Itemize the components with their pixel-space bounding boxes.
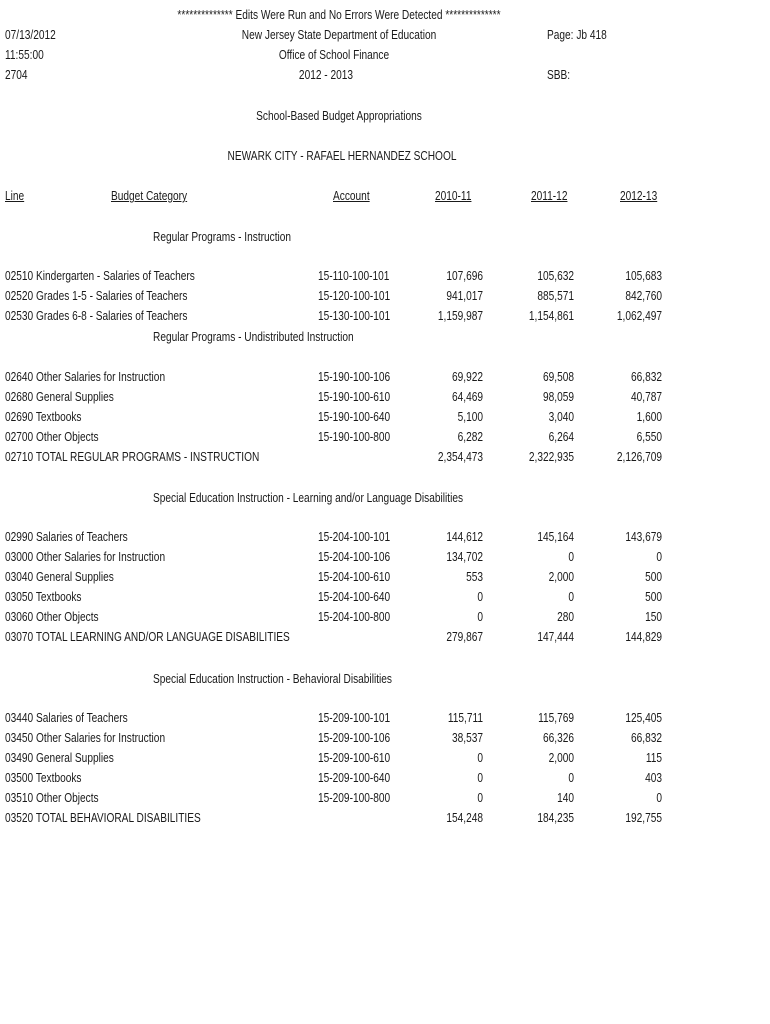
table-row (0, 308, 770, 328)
line-number: 02640 (5, 369, 34, 384)
page-number: Page: Jb 418 (547, 27, 607, 42)
line-number: 02520 (5, 288, 34, 303)
section-title: Special Education Instruction - Learning and/or Language Disabilities (153, 490, 464, 505)
value-2012-13: 842,760 (625, 288, 662, 303)
account-code: 15-209-100-800 (318, 790, 391, 805)
value-2012-13: 0 (656, 790, 662, 805)
value-2011-12: 145,164 (537, 529, 574, 544)
account-code: 15-209-100-640 (318, 770, 391, 785)
value-2012-13: 125,405 (625, 710, 662, 725)
budget-category: General Supplies (36, 750, 114, 765)
line-number: 03440 (5, 710, 34, 725)
value-2010-11: 2,354,473 (437, 449, 483, 464)
budget-category: Textbooks (35, 409, 82, 424)
table-row (0, 750, 770, 770)
value-2010-11: 144,612 (446, 529, 483, 544)
budget-category: General Supplies (36, 569, 114, 584)
account-code: 15-204-100-640 (318, 589, 391, 604)
school-name: NEWARK CITY - RAFAEL HERNANDEZ SCHOOL (227, 148, 457, 163)
line-desc (5, 549, 165, 565)
budget-category: TOTAL BEHAVIORAL DISABILITIES (35, 810, 201, 825)
line-desc (5, 409, 82, 425)
value-2010-11: 553 (466, 569, 483, 584)
line-desc (5, 308, 187, 324)
line-desc (5, 810, 201, 826)
table-row (0, 549, 770, 569)
table-row (0, 770, 770, 790)
office-name: Office of School Finance (278, 47, 390, 62)
column-header-category: Budget Category (111, 188, 188, 203)
budget-category: TOTAL LEARNING AND/OR LANGUAGE DISABILITIES (35, 629, 290, 644)
line-number: 03000 (5, 549, 34, 564)
line-desc (5, 429, 99, 445)
table-row (0, 409, 770, 429)
column-header-2011-12: 2011-12 (531, 188, 568, 203)
line-number: 02680 (5, 389, 34, 404)
table-row (0, 609, 770, 629)
line-number: 03490 (5, 750, 34, 765)
account-code: 15-130-100-101 (318, 308, 391, 323)
column-header-account: Account (333, 188, 370, 203)
value-2011-12: 184,235 (537, 810, 574, 825)
value-2010-11: 6,282 (457, 429, 483, 444)
report-time: 11:55:00 (5, 47, 44, 62)
value-2012-13: 144,829 (625, 629, 662, 644)
account-code: 15-204-100-610 (318, 569, 391, 584)
account-code: 15-204-100-800 (318, 609, 391, 624)
table-row (0, 369, 770, 389)
line-desc (5, 750, 114, 766)
value-2011-12: 140 (557, 790, 574, 805)
line-number: 02700 (5, 429, 34, 444)
column-header-2012-13: 2012-13 (620, 188, 658, 203)
line-number: 03450 (5, 730, 34, 745)
budget-category: Salaries of Teachers (36, 529, 128, 544)
value-2010-11: 69,922 (451, 369, 483, 384)
line-desc (5, 790, 99, 806)
line-desc (5, 529, 128, 545)
account-code: 15-190-100-610 (318, 389, 391, 404)
account-code: 15-110-100-101 (318, 268, 390, 283)
line-desc (5, 389, 114, 405)
value-2011-12: 6,264 (548, 429, 574, 444)
account-code: 15-204-100-101 (318, 529, 391, 544)
line-number: 03050 (5, 589, 34, 604)
line-number: 03040 (5, 569, 34, 584)
line-desc (5, 369, 165, 385)
table-row (0, 569, 770, 589)
table-row (0, 710, 770, 730)
value-2012-13: 143,679 (625, 529, 662, 544)
value-2010-11: 0 (477, 770, 483, 785)
value-2011-12: 98,059 (542, 389, 574, 404)
column-header-line: Line (5, 188, 25, 203)
value-2010-11: 115,711 (447, 710, 483, 725)
line-number: 03520 (5, 810, 34, 825)
account-code: 15-209-100-610 (318, 750, 391, 765)
value-2012-13: 66,832 (630, 369, 662, 384)
value-2011-12: 280 (557, 609, 574, 624)
line-desc (5, 449, 259, 465)
value-2010-11: 0 (477, 750, 483, 765)
line-number: 03060 (5, 609, 34, 624)
line-desc (5, 710, 128, 726)
value-2012-13: 40,787 (630, 389, 662, 404)
value-2011-12: 0 (568, 770, 574, 785)
budget-category: Kindergarten - Salaries of Teachers (36, 268, 195, 283)
budget-category: Salaries of Teachers (36, 710, 128, 725)
budget-category: Other Salaries for Instruction (36, 369, 166, 384)
line-desc (5, 288, 187, 304)
line-desc (5, 629, 290, 645)
value-2010-11: 154,248 (446, 810, 483, 825)
budget-category: Grades 6-8 - Salaries of Teachers (36, 308, 188, 323)
account-code: 15-190-100-640 (318, 409, 391, 424)
line-number: 02690 (5, 409, 34, 424)
table-row (0, 790, 770, 810)
value-2011-12: 115,769 (538, 710, 574, 725)
account-code: 15-204-100-106 (318, 549, 391, 564)
value-2012-13: 105,683 (625, 268, 662, 283)
value-2011-12: 105,632 (537, 268, 574, 283)
value-2011-12: 2,322,935 (528, 449, 574, 464)
value-2011-12: 0 (568, 549, 574, 564)
value-2011-12: 885,571 (537, 288, 574, 303)
total-row (0, 629, 770, 649)
line-desc (5, 268, 195, 284)
value-2010-11: 5,100 (457, 409, 483, 424)
table-row (0, 288, 770, 308)
table-row (0, 429, 770, 449)
value-2012-13: 403 (645, 770, 662, 785)
value-2012-13: 115 (645, 750, 662, 765)
account-code: 15-190-100-800 (318, 429, 391, 444)
line-desc (5, 770, 82, 786)
report-code: 2704 (5, 67, 28, 82)
account-code: 15-190-100-106 (318, 369, 391, 384)
budget-category: Other Objects (36, 790, 99, 805)
line-number: 03070 (5, 629, 34, 644)
value-2011-12: 1,154,861 (528, 308, 574, 323)
fiscal-year: 2012 - 2013 (298, 67, 354, 82)
table-row (0, 268, 770, 288)
budget-category: Textbooks (35, 770, 82, 785)
line-number: 02710 (5, 449, 34, 464)
value-2012-13: 500 (645, 569, 662, 584)
line-number: 02530 (5, 308, 34, 323)
column-header-2010-11: 2010-11 (435, 188, 472, 203)
value-2010-11: 0 (477, 790, 483, 805)
value-2010-11: 134,702 (446, 549, 483, 564)
value-2012-13: 66,832 (630, 730, 662, 745)
budget-category: Grades 1-5 - Salaries of Teachers (36, 288, 188, 303)
account-code: 15-209-100-101 (318, 710, 391, 725)
table-row (0, 389, 770, 409)
section-title: Regular Programs - Undistributed Instruction (153, 329, 354, 344)
line-number: 03500 (5, 770, 34, 785)
total-row (0, 449, 770, 469)
value-2011-12: 3,040 (548, 409, 574, 424)
budget-category: TOTAL REGULAR PROGRAMS - INSTRUCTION (35, 449, 260, 464)
value-2012-13: 2,126,709 (616, 449, 662, 464)
budget-category: Other Objects (36, 429, 99, 444)
value-2010-11: 941,017 (446, 288, 483, 303)
table-row (0, 529, 770, 549)
value-2012-13: 500 (645, 589, 662, 604)
account-code: 15-120-100-101 (318, 288, 391, 303)
total-row (0, 810, 770, 830)
value-2012-13: 1,062,497 (616, 308, 662, 323)
budget-category: Textbooks (35, 589, 82, 604)
account-code: 15-209-100-106 (318, 730, 391, 745)
department-name: New Jersey State Department of Education (241, 27, 437, 42)
value-2010-11: 107,696 (446, 268, 483, 283)
value-2010-11: 1,159,987 (437, 308, 483, 323)
value-2012-13: 192,755 (625, 810, 662, 825)
report-date: 07/13/2012 (5, 27, 56, 42)
value-2011-12: 69,508 (542, 369, 574, 384)
line-desc (5, 589, 82, 605)
value-2010-11: 0 (477, 589, 483, 604)
table-row (0, 589, 770, 609)
line-number: 03510 (5, 790, 34, 805)
section-title: Special Education Instruction - Behavioral Disabilities (153, 671, 392, 686)
line-number: 02990 (5, 529, 34, 544)
value-2010-11: 64,469 (451, 389, 483, 404)
edits-banner: ************** Edits Were Run and No Errors Were Detected ************** (177, 7, 501, 22)
line-desc (5, 569, 114, 585)
report-title: School-Based Budget Appropriations (256, 108, 422, 123)
value-2011-12: 2,000 (548, 569, 574, 584)
line-number: 02510 (5, 268, 34, 283)
line-desc (5, 730, 165, 746)
section-title: Regular Programs - Instruction (153, 229, 292, 244)
value-2012-13: 150 (645, 609, 662, 624)
value-2010-11: 0 (477, 609, 483, 624)
value-2012-13: 1,600 (636, 409, 662, 424)
value-2010-11: 38,537 (451, 730, 483, 745)
value-2012-13: 6,550 (636, 429, 662, 444)
budget-category: Other Salaries for Instruction (36, 730, 166, 745)
value-2011-12: 66,326 (542, 730, 574, 745)
budget-category: Other Salaries for Instruction (36, 549, 166, 564)
table-row (0, 730, 770, 750)
value-2011-12: 147,444 (537, 629, 574, 644)
value-2010-11: 279,867 (446, 629, 483, 644)
sbb-label: SBB: (547, 67, 571, 82)
value-2012-13: 0 (656, 549, 662, 564)
budget-category: General Supplies (36, 389, 114, 404)
value-2011-12: 0 (568, 589, 574, 604)
budget-category: Other Objects (36, 609, 99, 624)
value-2011-12: 2,000 (548, 750, 574, 765)
line-desc (5, 609, 99, 625)
